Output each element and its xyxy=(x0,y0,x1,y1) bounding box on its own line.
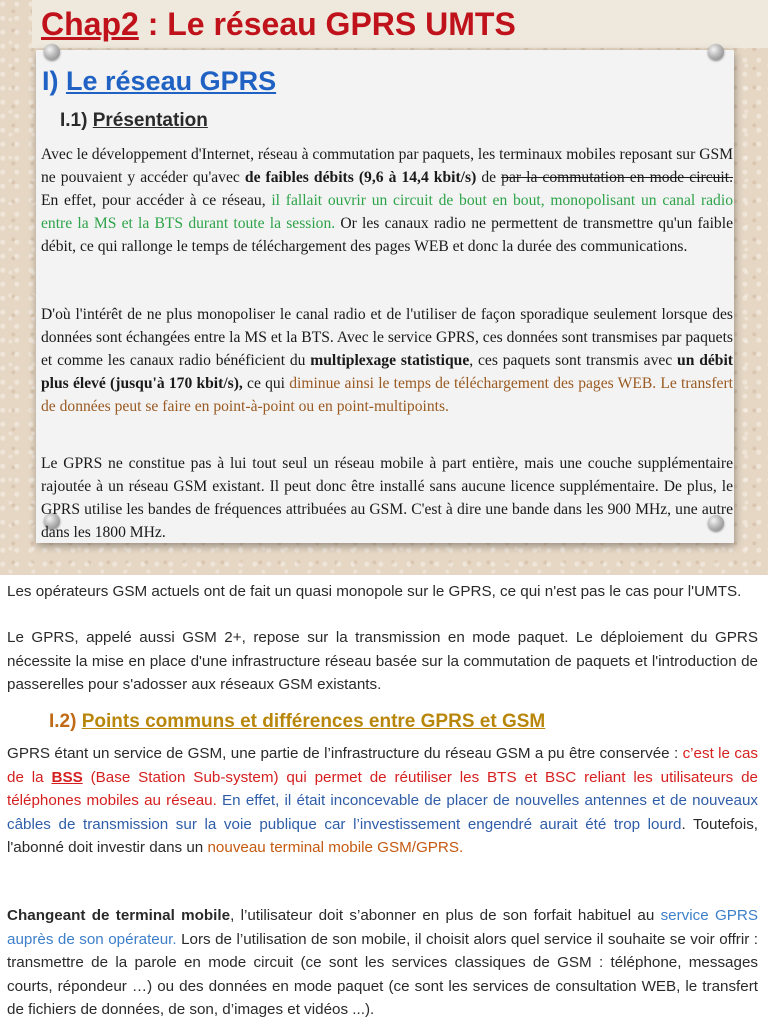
text-run: Lors de l’utilisation de son mobile, il choisit alors quel service il souhaite se voir offrir : transmettre de la parole en mode circuit (ce sont les services classiques de GSM : téléphone, messages courts, répondeur …) ou des données en mode paquet (ce sont les services de consultation WEB, le transfert de fichiers de données, de son, d’images et vidéos ...). xyxy=(7,930,758,1018)
text-run: En effet, pour accéder à ce réseau, xyxy=(41,192,272,209)
pin-icon xyxy=(708,44,724,60)
body-paragraph-2: Le GPRS, appelé aussi GSM 2+, repose sur la transmission en mode paquet. Le déploiement du GPRS nécessite la mise en place d'une infrastructure réseau basée sur la commutation de paquets et l'introduction de passerelles pour s'adosser aux réseaux GSM existants. xyxy=(7,629,758,693)
card-paragraph-2 xyxy=(41,303,733,418)
body-paragraph-1: Les opérateurs GSM actuels ont de fait un quasi monopole sur le GPRS, ce qui n'est pas le cas pour l'UMTS. xyxy=(7,583,742,600)
card-paragraph-3: Le GPRS ne constitue pas à lui tout seul un réseau mobile à part entière, mais une couche supplémentaire rajoutée à un réseau GSM existant. Il peut donc être installé sans aucune licence supplémentaire. De plus, le GPRS utilise les bandes de fréquences attribuées au GSM. C'est à dire une bande dans les 900 MHz, une autre dans les 1800 MHz. xyxy=(41,455,733,541)
subsection-number: I.1) xyxy=(60,110,93,131)
bold-text: de faibles débits (9,6 à 14,4 kbit/s) xyxy=(244,169,477,186)
text-run: Avec le développement d'Internet, réseau à commutation par paquets, les terminaux mobiles reposant sur GSM ne pouvaient y accéder qu'avec xyxy=(41,146,733,186)
bss-term: BSS xyxy=(51,768,83,786)
body-paragraph-4 xyxy=(7,904,758,1022)
brown-text: diminue ainsi le temps de téléchargement des pages WEB. xyxy=(289,375,657,392)
text-run: ce qui xyxy=(242,375,290,392)
red-text: (Base Station Sub-system) qui permet de réutiliser les BTS et BSC reliant les utilisateurs de téléphones mobiles au réseau. xyxy=(7,768,759,809)
bold-text: multiplexage statistique xyxy=(310,352,470,369)
section-title: Le réseau GPRS xyxy=(66,66,277,96)
subsection-heading-2 xyxy=(49,708,545,736)
green-text: il fallait ouvrir un circuit de bout en bout, monopolisant un canal radio entre la MS et la BTS durant toute la session. xyxy=(41,192,733,232)
text-run: , l’utilisateur doit s’abonner en plus de son forfait habituel au xyxy=(230,907,661,924)
text-run: Or les canaux radio ne permettent de transmettre qu'un faible débit, ce qui rallonge le temps de téléchargement des pages WEB et donc la durée des communications. xyxy=(41,215,733,255)
bold-text: Changeant de terminal mobile xyxy=(7,907,231,924)
brown-text: Le transfert de données peut se faire en point-à-point ou en point-multipoints. xyxy=(41,375,733,415)
text-run: D'où l'intérêt de ne plus monopoliser le canal radio et de l'utiliser de façon sporadique seulement lorsque des données sont échangées entre la MS et la BTS. Avec le service GPRS, ces données sont transmises par paquets et comme les canaux radio bénéficient du xyxy=(41,306,733,369)
blue-text: En effet, il était inconcevable de placer de nouvelles antennes et de nouveaux câbles de transmission sur la voie publique car l’investissement engendré aurait été trop lourd xyxy=(7,792,759,833)
page-title xyxy=(41,4,516,44)
subsection-title: Présentation xyxy=(92,110,208,131)
text-run: , ces paquets sont transmis avec xyxy=(469,352,678,369)
orange-text: nouveau terminal mobile GSM/GPRS. xyxy=(207,839,464,856)
chapter-label: Chap2 xyxy=(41,6,139,42)
subsection-title: Points communs et différences entre GPRS et GSM xyxy=(81,711,546,732)
text-run: de xyxy=(476,169,502,186)
section-heading xyxy=(42,64,276,98)
text-run: . Toutefois, l'abonné doit investir dans un xyxy=(7,815,759,856)
red-text: c’est le cas de la xyxy=(7,745,758,786)
subsection-heading xyxy=(60,108,208,134)
body-paragraph-3 xyxy=(7,742,758,860)
subsection-number: I.2) xyxy=(49,711,82,732)
pin-icon xyxy=(44,44,60,60)
bold-text: un débit plus élevé (jusqu'à 170 kbit/s), xyxy=(41,352,733,392)
chapter-title: : Le réseau GPRS UMTS xyxy=(138,6,516,42)
card-paragraph-1 xyxy=(41,143,733,258)
struck-text: par la commutation en mode circuit. xyxy=(501,169,733,186)
section-number: I) xyxy=(42,66,66,96)
text-run: GPRS étant un service de GSM, une partie de l’infrastructure du réseau GSM a pu être conservée : xyxy=(7,745,683,762)
blue-text: service GPRS auprès de son opérateur. xyxy=(7,907,758,948)
